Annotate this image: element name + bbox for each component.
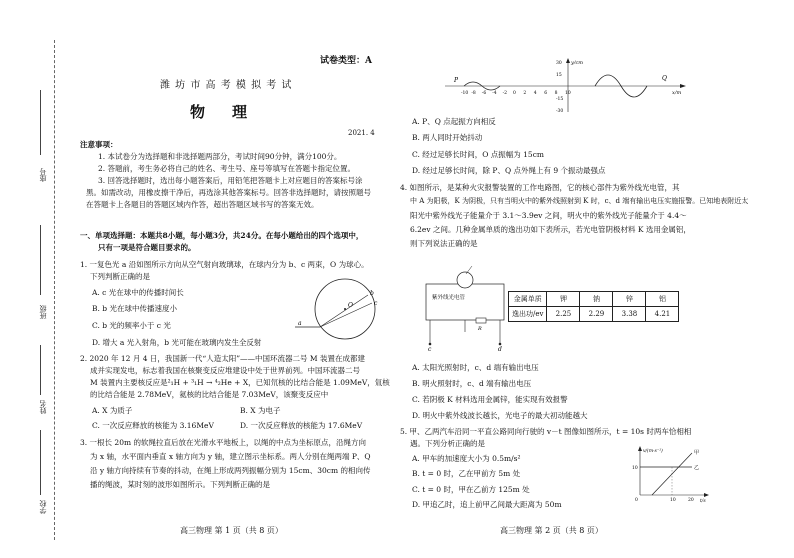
vt-x20: 20 <box>688 498 694 503</box>
wave-x-arrow <box>680 84 686 88</box>
vt-yi-label: 乙 <box>694 465 700 471</box>
terminal-d-dot <box>499 343 502 346</box>
q4-option-b[interactable]: B. 明火照射时，c、d 端有输出电压 <box>412 379 532 388</box>
q2-stem: 成并实现发电，标志着我国在核聚变反应堆建设中处于世界前列。中国环流器二号 <box>90 366 360 375</box>
vt-origin: 0 <box>635 498 638 503</box>
q3-option-b[interactable]: B. 两人同时开始抖动 <box>412 133 483 142</box>
q2-stem: 2. 2020 年 12 月 4 日，我国新一代“人造太阳”——中国环流器二号 M 装置在成都建 <box>80 354 365 363</box>
seat-blank[interactable] <box>40 90 41 155</box>
q4-option-c[interactable]: C. 若阴极 K 材料选用金属锌，能实现有效报警 <box>412 395 568 404</box>
notice-item: 1. 本试卷分为选择题和非选择题两部分，考试时间90分钟，满分100分。 <box>98 152 342 161</box>
table-header: 金属单质 <box>509 292 547 307</box>
photo-tube <box>457 272 473 288</box>
wave-ytick-label: -30 <box>556 109 564 114</box>
q3-stem: 为 x 轴，水平面内垂直 x 轴方向为 y 轴，建立图示坐标系。两人分别在绳两端 P、Q <box>90 452 371 461</box>
school-label: 学校 <box>39 500 47 514</box>
tube-label: 紫外线光电管 <box>432 295 466 301</box>
vt-x10: 10 <box>670 498 676 503</box>
school-blank[interactable] <box>40 430 41 495</box>
q4-stem: 4. 如图所示，是某种火灾报警装置的工作电路图，它的核心部件为紫外线光电管，其 <box>400 183 680 192</box>
wave-xtick-label: 2 <box>523 91 527 96</box>
q4-stem: 6.2ev 之间。几种金属单质的逸出功如下表所示，若光电管阴极材料 K 选用金属铝， <box>410 225 691 234</box>
vt-ylabel: v/(m·s⁻¹) <box>643 449 663 454</box>
q3-option-c[interactable]: C. 经过足够长时间，O 点振幅为 15cm <box>412 150 545 159</box>
table-cell: 4.21 <box>646 307 679 322</box>
q2-option-a[interactable]: A. X 为质子 <box>92 406 133 415</box>
q1-option-a[interactable]: A. c 光在球中的传播时间长 <box>92 288 184 297</box>
exam-title: 潍 坊 市 高 考 模 拟 考 试 <box>160 80 293 91</box>
q1-option-c[interactable]: C. b 光的频率小于 c 光 <box>92 321 171 330</box>
notice-item: 2. 答题前，考生务必将自己的姓名、考生号、座号等填写在答题卡指定位置。 <box>98 164 356 173</box>
binding-margin <box>0 0 62 558</box>
subject-title: 物 理 <box>190 103 254 121</box>
wave-xtick-label: -4 <box>492 91 497 96</box>
vt-y-arrow <box>638 446 642 451</box>
wave-xtick-label: 4 <box>533 91 537 96</box>
vt-jia-label: 甲 <box>694 450 700 456</box>
q1-option-d[interactable]: D. 增大 a 光入射角，b 光可能在玻璃内发生全反射 <box>92 338 262 347</box>
wave-xlabel: x/m <box>672 90 682 96</box>
q3-stem: 播的绳波，某时刻的波形如图所示。下列判断正确的是 <box>90 480 270 489</box>
q5-stem: 遇。下列分析正确的是 <box>410 439 485 448</box>
resistor <box>476 318 486 323</box>
table-cell: 逸出功/ev <box>509 307 547 322</box>
q4-stem: 阳光中紫外线光子能量介于 3.1～3.9ev 之间，明火中的紫外线光子能量介于 4.4～ <box>410 211 687 220</box>
q5-option-c[interactable]: C. t = 0 时，甲在乙前方 125m 处 <box>412 485 530 494</box>
q5-option-b[interactable]: B. t = 0 时，乙在甲前方 5m 处 <box>412 469 521 478</box>
wave-ytick-label: 30 <box>556 61 562 66</box>
wave-q-label: Q <box>662 75 667 82</box>
wave-xtick-label: -2 <box>502 91 507 96</box>
ray-c <box>320 303 372 327</box>
wave-xtick-label: -6 <box>481 91 487 96</box>
wave-xtick-label: -8 <box>471 91 476 96</box>
table-header-row <box>509 292 679 307</box>
wave-xtick-label: 8 <box>554 91 558 96</box>
wave-figure <box>440 58 690 114</box>
seat-label: 座号 <box>39 168 47 182</box>
table-header: 钠 <box>580 292 613 307</box>
alarm-circuit-figure <box>420 262 510 352</box>
footer-left: 高三物理 第 1 页（共 8 页） <box>180 526 283 535</box>
exam-date: 2021. 4 <box>348 129 375 137</box>
terminal-c: c <box>428 346 432 352</box>
wave-xtick-label: 6 <box>544 91 548 96</box>
q2-option-d[interactable]: D. 一次反应释放的核能为 17.6MeV <box>240 421 363 430</box>
wave-ylabel: y/cm <box>571 60 584 66</box>
ray-b <box>320 295 368 327</box>
wave-y-arrow <box>566 58 570 63</box>
vt-y10: 10 <box>632 466 638 471</box>
vt-x-arrow <box>704 493 709 497</box>
notice-item: 3. 回答选择题时，选出每小题答案后，用铅笔把答题卡上对应题目的答案标号涂 <box>98 176 363 185</box>
name-blank[interactable] <box>40 345 41 395</box>
table-row <box>509 307 679 322</box>
paper-type: 试卷类型：A <box>320 56 372 66</box>
q2-option-b[interactable]: B. X 为电子 <box>240 406 281 415</box>
notice-item: 在答题卡上各题目的答题区域内作答，超出答题区域书写的答案无效。 <box>86 200 319 209</box>
q5-option-a[interactable]: A. 甲车的加速度大小为 0.5m/s² <box>412 454 521 463</box>
class-blank[interactable] <box>40 225 41 295</box>
label-a: a <box>298 320 302 327</box>
vt-graph-figure <box>632 445 712 505</box>
q4-option-a[interactable]: A. 太阳光照射时，c、d 端有输出电压 <box>412 363 539 372</box>
table-header: 锌 <box>613 292 646 307</box>
work-function-table <box>508 291 679 322</box>
wave-ytick-label: -15 <box>556 97 564 102</box>
wave-xtick-label: 0 <box>513 91 516 96</box>
q4-stem: 则下列说法正确的是 <box>410 239 478 248</box>
resistor-label: R <box>478 326 482 332</box>
q4-stem: 中 A 为阳极，K 为阴极，只有当明火中的紫外线照射到 K 时，c、d 端有输出电压实施报警。已知地表附近太 <box>410 197 749 205</box>
q3-stem: 3. 一根长 20m 的软绳拉直后放在光滑水平地板上，以绳的中点为坐标原点，沿绳方向 <box>80 438 366 447</box>
table-cell: 2.25 <box>547 307 580 322</box>
wave-xtick-label: 10 <box>565 91 571 96</box>
notice-title: 注意事项： <box>80 140 118 149</box>
q2-stem: 的比结合能是 2.78MeV，氦核的比结合能是 7.03MeV，该聚变反应中 <box>90 390 329 399</box>
q4-option-d[interactable]: D. 明火中紫外线波长越长，光电子的最大初动能越大 <box>412 411 588 420</box>
q5-option-d[interactable]: D. 甲追乙时，追上前甲乙间最大距离为 50m <box>412 500 562 509</box>
table-cell: 3.38 <box>613 307 646 322</box>
table-cell: 2.29 <box>580 307 613 322</box>
wave-ytick-label: 15 <box>556 73 562 78</box>
q1-option-b[interactable]: B. b 光在球中传播速度小 <box>92 304 177 313</box>
binding-line <box>54 40 55 540</box>
q3-stem: 沿 y 轴方向持续有节奏的抖动，在绳上形成两列振幅分别为 15cm、30cm 的相向传 <box>90 466 371 475</box>
q2-option-c[interactable]: C. 一次反应释放的核能为 3.16MeV <box>92 421 214 430</box>
q3-option-d[interactable]: D. 经过足够长时间，除 P、Q 点外绳上有 9 个振动最强点 <box>412 166 606 175</box>
table-header: 铝 <box>646 292 679 307</box>
wave-xtick-label: -10 <box>461 91 469 96</box>
section1-heading-2: 只有一项是符合题目要求的。 <box>98 243 196 252</box>
label-o: O <box>348 302 353 309</box>
terminal-d: d <box>498 346 502 352</box>
q1-stem: 1. 一复色光 a 沿如图所示方向从空气射向玻璃球，在球内分为 b、c 两束，O 为球心。 <box>80 260 369 269</box>
q2-stem: M 装置内主要核反应是²₁H + ³₁H → ⁴₂He + X，已知氘核的比结合能是 1.09MeV，氚核 <box>90 378 390 387</box>
q5-stem: 5. 甲、乙两汽车沿同一平直公路同向行驶的 v－t 图像如图所示，t = 10s 时两车恰相相 <box>400 427 692 436</box>
terminal-c-dot <box>429 343 432 346</box>
label-b: b <box>370 290 374 297</box>
notice-item: 黑。如需改动，用橡皮擦干净后，再选涂其他答案标号。回答非选择题时，请按照题号 <box>86 188 371 197</box>
label-c: c <box>374 300 378 307</box>
vt-xlabel: t/s <box>700 499 706 504</box>
table-header: 钾 <box>547 292 580 307</box>
wave-p-label: P <box>454 77 459 84</box>
footer-right: 高三物理 第 2 页（共 8 页） <box>500 526 603 535</box>
glass-sphere-figure <box>290 275 390 340</box>
name-label: 姓名 <box>39 400 47 414</box>
q1-stem: 下列判断正确的是 <box>90 272 150 281</box>
section1-heading: 一、单项选择题：本题共8小题，每小题3分，共24分。在每小题给出的四个选项中， <box>80 231 364 240</box>
q3-option-a[interactable]: A. P、Q 点起振方向相反 <box>412 117 496 126</box>
class-label: 班级 <box>39 305 47 319</box>
